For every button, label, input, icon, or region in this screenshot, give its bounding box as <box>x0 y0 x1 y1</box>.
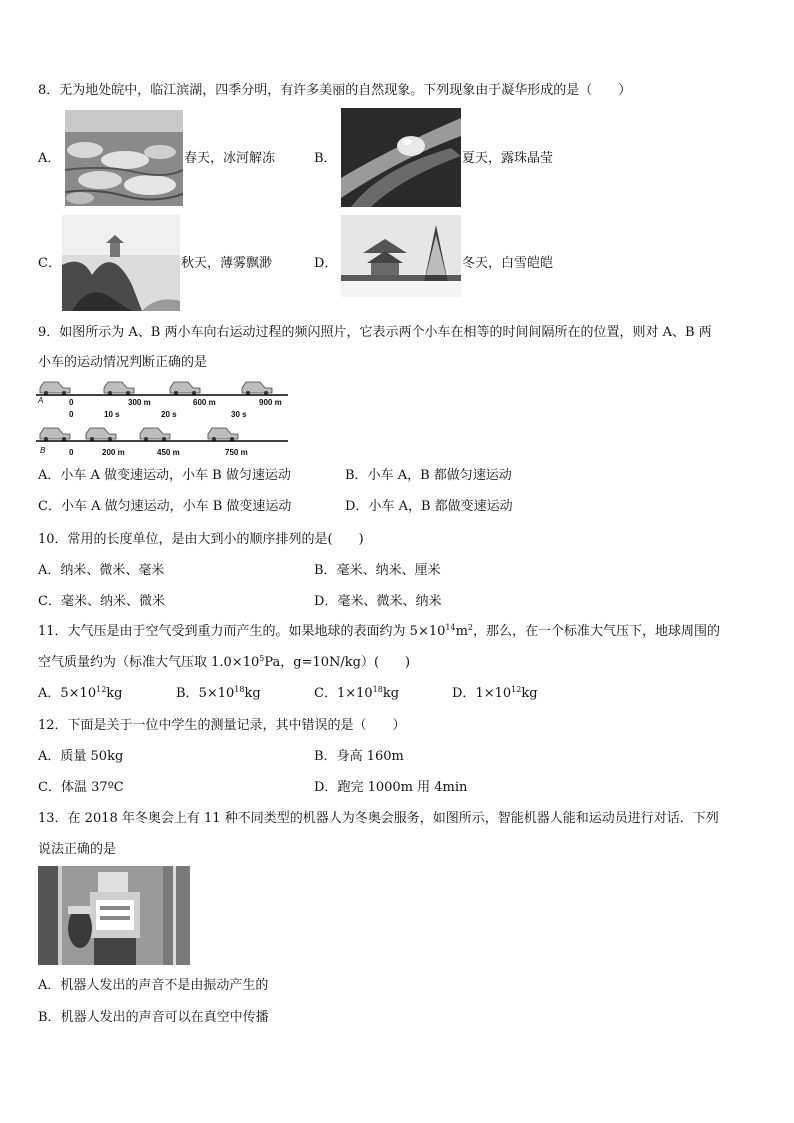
row-b-distance-2: 450 m <box>157 448 180 457</box>
row-a-time-2: 20 s <box>161 410 177 419</box>
q12-option-a: A．质量 50kg <box>38 749 124 764</box>
q9-motion-figure <box>36 374 292 464</box>
q13-stem-line2: 说法正确的是 <box>38 842 117 857</box>
q8-image-ice-river <box>65 110 183 206</box>
q8-option-d-letter: D． <box>314 256 338 271</box>
q8-option-c-text: 秋天，薄雾飘渺 <box>181 256 273 271</box>
q8-option-a-text: 春天，冰河解冻 <box>184 151 276 166</box>
q10-option-c: C．毫米、纳米、微米 <box>38 594 165 609</box>
q12-option-d: D．跑完 1000m 用 4min <box>314 780 468 795</box>
q12-stem: 12．下面是关于一位中学生的测量记录，其中错误的是（ ） <box>38 718 406 733</box>
q13-robot-photo <box>38 866 190 965</box>
row-a-distance-3: 900 m <box>259 398 282 407</box>
q9-option-b: B．小车 A，B 都做匀速运动 <box>345 468 512 483</box>
row-a-time-3: 30 s <box>231 410 247 419</box>
q10-option-b: B．毫米、纳米、厘米 <box>314 563 441 578</box>
q9-option-a: A．小车 A 做变速运动，小车 B 做匀速运动 <box>38 468 291 483</box>
q8-stem: 8．无为地处皖中，临江滨湖，四季分明，有许多美丽的自然现象。下列现象由于凝华形成的是（ ） <box>38 83 632 98</box>
q13-option-a: A．机器人发出的声音不是由振动产生的 <box>38 978 269 993</box>
row-b-cars <box>40 428 238 439</box>
q8-option-c-letter: C． <box>38 256 61 271</box>
q11-option-a: A．$5\times 10^{12}kg$ <box>38 685 123 701</box>
q11-option-d: D．$1\times 10^{12}kg$ <box>452 685 538 701</box>
q8-image-mist-pavilion <box>62 215 180 311</box>
q8-option-d-text: 冬天，白雪皑皑 <box>462 256 554 271</box>
row-b-distance-3: 750 m <box>225 448 248 457</box>
row-b-distance-1: 200 m <box>102 448 125 457</box>
q10-stem: 10．常用的长度单位，是由大到小的顺序排列的是( ) <box>38 532 364 547</box>
row-a-distance-0: 0 <box>69 398 74 407</box>
row-b-distance-0: 0 <box>69 448 74 457</box>
q10-option-a: A．纳米、微米、毫米 <box>38 563 165 578</box>
q8-image-snow-temple <box>341 215 461 297</box>
q11-option-b: B．$5\times 10^{18}kg$ <box>176 685 261 701</box>
q11-option-c: C．$1\times 10^{18}kg$ <box>314 685 400 701</box>
q13-option-b: B．机器人发出的声音可以在真空中传播 <box>38 1010 269 1025</box>
row-a-time-1: 10 s <box>104 410 120 419</box>
q12-option-c: C．体温 37ºC <box>38 780 124 795</box>
q8-option-b-text: 夏天，露珠晶莹 <box>462 151 554 166</box>
row-b-label: B <box>40 446 46 455</box>
q9-option-c: C．小车 A 做匀速运动，小车 B 做变速运动 <box>38 499 292 514</box>
q11-stem-line2: 空气质量约为（标准大气压取 $1.0\times 10^5Pa$，g=10N/kg）( ) <box>38 654 411 670</box>
q8-option-a-letter: A． <box>38 151 61 166</box>
q10-option-d: D．毫米、微米、纳米 <box>314 594 442 609</box>
q13-stem-line1: 13．在 2018 年冬奥会上有 11 种不同类型的机器人为冬奥会服务，如图所示，智能机器人能和运动员进行对话．下列 <box>38 811 719 826</box>
q9-stem-line2: 小车的运动情况判断正确的是 <box>38 355 208 370</box>
q9-option-d: D．小车 A，B 都做变速运动 <box>345 499 513 514</box>
row-a-time-0: 0 <box>69 410 74 419</box>
q11-stem-line1: 11．大气压是由于空气受到重力而产生的。如果地球的表面约为 $5\times 10^{14}m^2$，那么，在一个标准大气压下，地球周围的 <box>38 623 721 639</box>
row-a-cars <box>40 382 272 393</box>
row-a-distance-2: 600 m <box>193 398 216 407</box>
q8-image-dew-drop <box>341 108 461 207</box>
q12-option-b: B．身高 160m <box>314 749 404 764</box>
row-a-distance-1: 300 m <box>128 398 151 407</box>
row-a-label: A <box>38 396 44 405</box>
q8-option-b-letter: B． <box>314 151 337 166</box>
q9-stem-line1: 9．如图所示为 A、B 两小车向右运动过程的频闪照片，它表示两个小车在相等的时间间隔所在的位置，则对 A、B 两 <box>38 325 712 340</box>
